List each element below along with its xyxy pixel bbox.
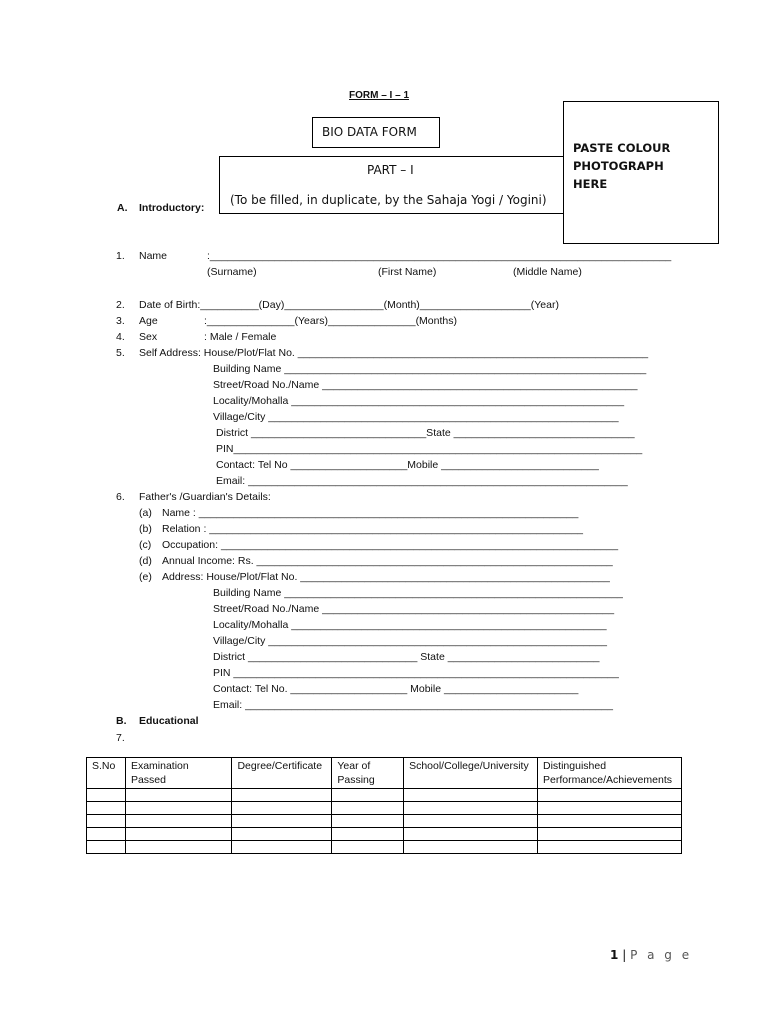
field-address-building[interactable]: Building Name ______________________________________________________________ bbox=[213, 363, 647, 375]
father-address-building[interactable]: Building Name __________________________________________________________ bbox=[213, 587, 623, 599]
father-income-field[interactable]: Annual Income: Rs. _____________________________________________________________ bbox=[162, 555, 613, 567]
section-b-num: 7. bbox=[116, 732, 125, 744]
section-a-letter: A. bbox=[117, 202, 128, 214]
field-address-street[interactable]: Street/Road No./Name ______________________________________________________ bbox=[213, 379, 638, 391]
table-cell[interactable] bbox=[538, 828, 682, 841]
table-cell[interactable] bbox=[332, 789, 404, 802]
form-title-box bbox=[312, 117, 440, 148]
table-cell[interactable] bbox=[332, 828, 404, 841]
name-surname-caption: (Surname) bbox=[207, 266, 257, 278]
field-address-locality[interactable]: Locality/Mohalla _________________________________________________________ bbox=[213, 395, 625, 407]
field-father-num: 6. bbox=[116, 491, 125, 503]
father-address-pin[interactable]: PIN __________________________________________________________________ bbox=[213, 667, 619, 679]
father-address-street[interactable]: Street/Road No./Name __________________________________________________ bbox=[213, 603, 615, 615]
part-box bbox=[219, 156, 565, 214]
table-row bbox=[87, 828, 682, 841]
table-cell[interactable] bbox=[538, 841, 682, 854]
col-year bbox=[332, 758, 404, 789]
table-cell[interactable] bbox=[87, 789, 126, 802]
father-relation-mark: (b) bbox=[139, 523, 152, 535]
name-middle-caption: (Middle Name) bbox=[513, 266, 582, 278]
table-cell[interactable] bbox=[232, 841, 332, 854]
page-word: P a g e bbox=[630, 948, 693, 962]
education-table bbox=[86, 757, 682, 854]
table-cell[interactable] bbox=[538, 815, 682, 828]
table-cell[interactable] bbox=[125, 828, 232, 841]
table-cell[interactable] bbox=[232, 789, 332, 802]
section-a-title: Introductory: bbox=[139, 202, 205, 214]
field-sex-num: 4. bbox=[116, 331, 125, 343]
col-degree-label: Degree/Certificate bbox=[237, 760, 323, 772]
table-cell[interactable] bbox=[404, 789, 538, 802]
table-cell[interactable] bbox=[538, 802, 682, 815]
table-cell[interactable] bbox=[232, 828, 332, 841]
table-cell[interactable] bbox=[332, 802, 404, 815]
page-separator: | bbox=[622, 948, 627, 962]
field-name-line[interactable]: :_______________________________________________________________________________ bbox=[207, 250, 672, 262]
table-row bbox=[87, 802, 682, 815]
field-address-district[interactable]: District ______________________________State _______________________________ bbox=[216, 427, 635, 439]
field-sex-label: Sex bbox=[139, 331, 158, 343]
col-sno bbox=[87, 758, 126, 789]
part-instruction: (To be filled, in duplicate, by the Sahaja Yogi / Yogini) bbox=[230, 193, 547, 207]
field-age-num: 3. bbox=[116, 315, 125, 327]
table-cell[interactable] bbox=[87, 815, 126, 828]
field-address-num: 5. bbox=[116, 347, 125, 359]
form-title: BIO DATA FORM bbox=[322, 125, 417, 139]
field-address-pin[interactable]: PIN______________________________________________________________________ bbox=[216, 443, 643, 455]
table-row bbox=[87, 789, 682, 802]
field-father-title: Father's /Guardian's Details: bbox=[139, 491, 271, 503]
field-address-contact[interactable]: Contact: Tel No ____________________Mobile ___________________________ bbox=[216, 459, 599, 471]
field-sex[interactable]: : Male / Female bbox=[204, 331, 277, 343]
part-title: PART – I bbox=[367, 163, 414, 177]
field-address-village[interactable]: Village/City ____________________________________________________________ bbox=[213, 411, 619, 423]
col-school-label: School/College/University bbox=[409, 760, 529, 772]
col-achievements bbox=[538, 758, 682, 789]
father-address-village[interactable]: Village/City __________________________________________________________ bbox=[213, 635, 607, 647]
col-exam-label-2: Passed bbox=[130, 774, 166, 786]
table-cell[interactable] bbox=[332, 841, 404, 854]
field-name-num: 1. bbox=[116, 250, 125, 262]
table-body bbox=[87, 789, 682, 854]
col-degree bbox=[232, 758, 332, 789]
photo-box bbox=[563, 101, 719, 244]
col-exam bbox=[125, 758, 232, 789]
table-header-row bbox=[87, 758, 682, 789]
name-first-caption: (First Name) bbox=[378, 266, 437, 278]
table-cell[interactable] bbox=[87, 841, 126, 854]
field-address-email[interactable]: Email: _________________________________________________________________ bbox=[216, 475, 628, 487]
field-address-house[interactable]: Self Address: House/Plot/Flat No. ____________________________________________________________ bbox=[139, 347, 649, 359]
section-b-letter: B. bbox=[116, 715, 127, 727]
father-address-mark: (e) bbox=[139, 571, 152, 583]
photo-line-1: PASTE COLOUR bbox=[573, 141, 671, 155]
father-address-locality[interactable]: Locality/Mohalla ______________________________________________________ bbox=[213, 619, 607, 631]
table-cell[interactable] bbox=[87, 828, 126, 841]
col-achievements-label-2: Performance/Achievements bbox=[543, 774, 672, 786]
form-id: FORM – I – 1 bbox=[349, 90, 410, 101]
table-row bbox=[87, 815, 682, 828]
col-exam-label-1: Examination bbox=[130, 760, 189, 772]
table-cell[interactable] bbox=[125, 802, 232, 815]
table-cell[interactable] bbox=[87, 802, 126, 815]
father-occupation-field[interactable]: Occupation: ____________________________________________________________________ bbox=[162, 539, 619, 551]
table-cell[interactable] bbox=[232, 802, 332, 815]
page-number: 1 bbox=[610, 948, 619, 962]
table-cell[interactable] bbox=[404, 841, 538, 854]
father-address-contact[interactable]: Contact: Tel No. ____________________ Mobile _______________________ bbox=[213, 683, 579, 695]
father-name-mark: (a) bbox=[139, 507, 152, 519]
table-cell[interactable] bbox=[404, 815, 538, 828]
field-name-label: Name bbox=[139, 250, 168, 262]
father-occupation-mark: (c) bbox=[139, 539, 152, 551]
photo-instruction bbox=[573, 139, 670, 193]
table-row bbox=[87, 841, 682, 854]
table-cell[interactable] bbox=[332, 815, 404, 828]
col-achievements-label-1: Distinguished bbox=[543, 760, 607, 772]
father-name-field[interactable]: Name : _________________________________________________________________ bbox=[162, 507, 579, 519]
table-cell[interactable] bbox=[404, 828, 538, 841]
field-age-label: Age bbox=[139, 315, 158, 327]
table-cell[interactable] bbox=[125, 815, 232, 828]
table-cell[interactable] bbox=[232, 815, 332, 828]
father-relation-field[interactable]: Relation : ________________________________________________________________ bbox=[162, 523, 584, 535]
col-year-label-1: Year of bbox=[337, 760, 371, 772]
field-dob[interactable]: Date of Birth:__________(Day)_________________(Month)___________________(Year) bbox=[139, 299, 559, 311]
field-age[interactable]: :_______________(Years)_______________(Months) bbox=[204, 315, 457, 327]
page-footer bbox=[610, 948, 692, 962]
table-cell[interactable] bbox=[125, 841, 232, 854]
table-cell[interactable] bbox=[125, 789, 232, 802]
table-cell[interactable] bbox=[538, 789, 682, 802]
photo-line-3: HERE bbox=[573, 177, 608, 191]
photo-line-2: PHOTOGRAPH bbox=[573, 159, 664, 173]
father-address-email[interactable]: Email: _______________________________________________________________ bbox=[213, 699, 613, 711]
field-dob-num: 2. bbox=[116, 299, 125, 311]
section-b-title: Educational bbox=[139, 715, 199, 727]
table-cell[interactable] bbox=[404, 802, 538, 815]
father-address-district[interactable]: District _____________________________ State __________________________ bbox=[213, 651, 600, 663]
col-school bbox=[404, 758, 538, 789]
col-sno-label: S.No bbox=[92, 760, 116, 772]
father-address-house[interactable]: Address: House/Plot/Flat No. _____________________________________________________ bbox=[162, 571, 610, 583]
father-income-mark: (d) bbox=[139, 555, 152, 567]
col-year-label-2: Passing bbox=[337, 774, 375, 786]
